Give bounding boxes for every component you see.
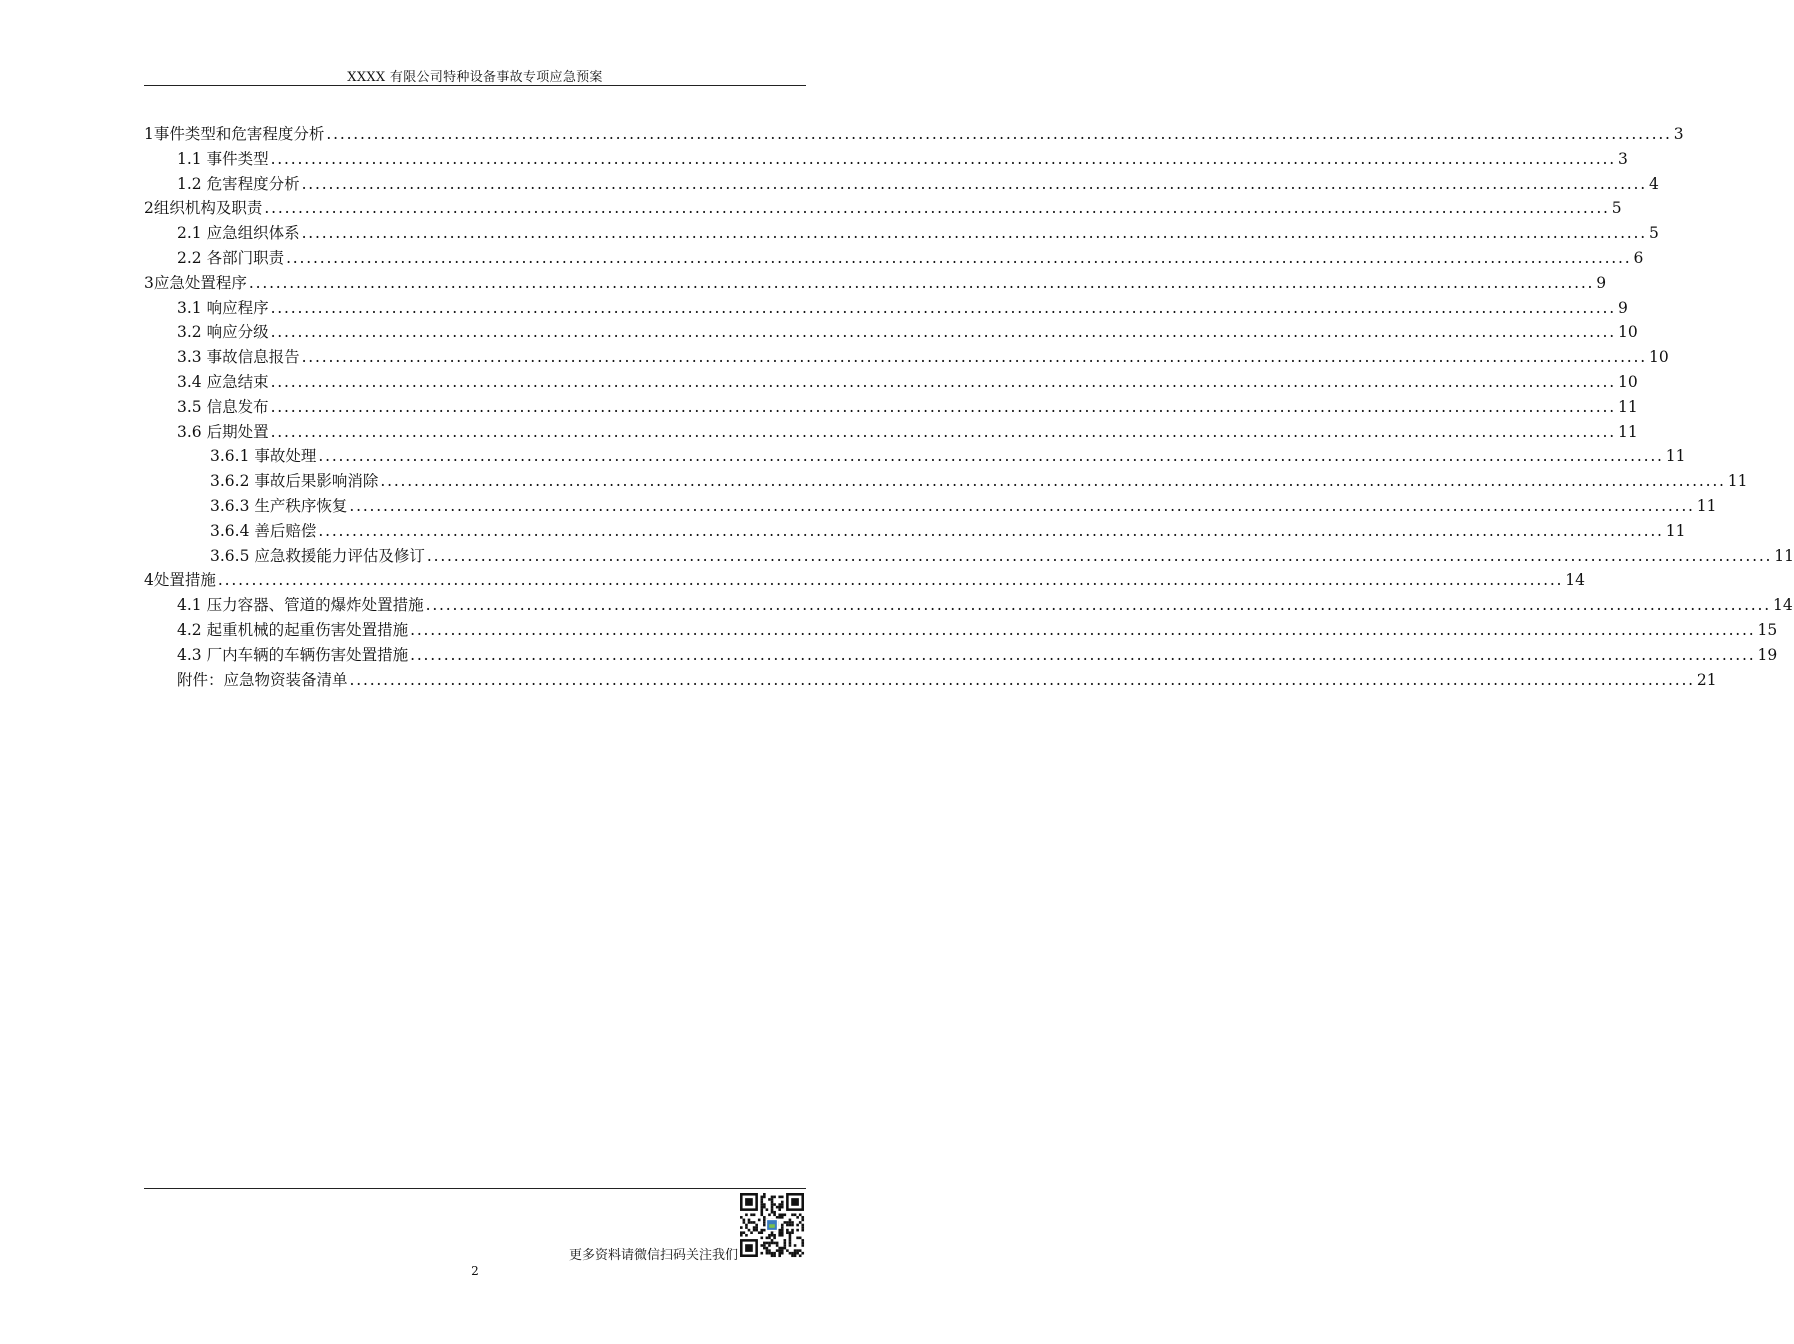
toc-entry-page: 5 xyxy=(1648,224,1659,243)
toc-entry[interactable] xyxy=(144,593,1793,618)
toc-entry[interactable] xyxy=(144,420,1638,445)
toc-leader-dots: ........................................................................................................................................................................................................ xyxy=(270,422,1616,441)
toc-leader-dots: ........................................................................................................................................................................................................ xyxy=(318,447,1664,466)
toc-entry-title: 3.4 应急结束 xyxy=(177,372,269,391)
qr-code-icon xyxy=(740,1193,804,1257)
toc-entry-page: 10 xyxy=(1648,348,1669,367)
toc-leader-dots: ........................................................................................................................................................................................................ xyxy=(270,323,1616,342)
toc-entry-page: 9 xyxy=(1617,298,1628,317)
toc-entry-title: 3.6.5 应急救援能力评估及修订 xyxy=(210,546,425,565)
toc-entry-title: 2.1 应急组织体系 xyxy=(177,224,300,243)
toc-entry-page: 10 xyxy=(1617,372,1638,391)
toc-entry-page: 4 xyxy=(1648,174,1659,193)
header-title: XXXX 有限公司特种设备事故专项应急预案 xyxy=(347,70,603,85)
toc-entry-page: 11 xyxy=(1617,397,1638,416)
toc-leader-dots: ........................................................................................................................................................................................................ xyxy=(410,620,1756,639)
toc-leader-dots: ........................................................................................................................................................................................................ xyxy=(270,298,1616,317)
toc-entry[interactable] xyxy=(144,345,1669,370)
toc-leader-dots: ........................................................................................................................................................................................................ xyxy=(349,670,1695,689)
toc-leader-dots: ........................................................................................................................................................................................................ xyxy=(410,645,1756,664)
toc-entry[interactable] xyxy=(144,618,1778,643)
footer-divider xyxy=(144,1188,806,1189)
toc-entry-title: 2.2 各部门职责 xyxy=(177,248,285,267)
toc-leader-dots: ........................................................................................................................................................................................................ xyxy=(425,596,1771,615)
toc-leader-dots: ........................................................................................................................................................................................................ xyxy=(248,273,1595,292)
toc-entry-title: 处置措施 xyxy=(153,571,216,590)
toc-entry-page: 11 xyxy=(1617,422,1638,441)
toc-leader-dots: ........................................................................................................................................................................................................ xyxy=(270,397,1616,416)
toc-entry-page: 9 xyxy=(1596,273,1607,292)
toc-entry-title: 3.1 响应程序 xyxy=(177,298,269,317)
toc-entry-page: 11 xyxy=(1774,546,1794,565)
toc-entry-page: 11 xyxy=(1696,496,1717,515)
toc-entry[interactable] xyxy=(144,544,1794,569)
toc-entry[interactable] xyxy=(144,221,1659,246)
toc-entry-page: 14 xyxy=(1565,571,1586,590)
toc-entry-page: 19 xyxy=(1757,645,1778,664)
toc-entry-number: 2 xyxy=(144,199,154,218)
toc-entry-title: 3.5 信息发布 xyxy=(177,397,269,416)
toc-leader-dots: ........................................................................................................................................................................................................ xyxy=(270,372,1616,391)
toc-entry-page: 3 xyxy=(1673,125,1684,143)
toc-leader-dots: ........................................................................................................................................................................................................ xyxy=(426,546,1773,565)
toc-entry-number: 4 xyxy=(144,571,154,590)
toc-entry-page: 11 xyxy=(1727,472,1748,491)
toc-entry-title: 4.2 起重机械的起重伤害处置措施 xyxy=(177,620,409,639)
toc-entry-title: 附件：应急物资装备清单 xyxy=(177,670,348,689)
toc-leader-dots: ........................................................................................................................................................................................................ xyxy=(301,348,1647,367)
toc-entry-title: 3.6 后期处置 xyxy=(177,422,269,441)
toc-entry-title: 3.6.3 生产秩序恢复 xyxy=(210,496,348,515)
toc-entry[interactable] xyxy=(144,395,1638,420)
toc-entry[interactable] xyxy=(144,643,1778,668)
toc-entry-title: 4.1 压力容器、管道的爆炸处置措施 xyxy=(177,596,424,615)
toc-entry-page: 11 xyxy=(1665,521,1686,540)
toc-leader-dots: ........................................................................................................................................................................................................ xyxy=(301,174,1647,193)
footer-note: 更多资料请微信扫码关注我们 xyxy=(568,1248,738,1263)
toc-entry[interactable] xyxy=(144,519,1686,544)
toc-entry-title: 应急处置程序 xyxy=(153,273,247,292)
toc-entry-title: 3.6.4 善后赔偿 xyxy=(210,521,317,540)
toc-leader-dots: ........................................................................................................................................................................................................ xyxy=(380,472,1726,491)
toc-entry-page: 10 xyxy=(1617,323,1638,342)
toc-entry[interactable] xyxy=(144,196,1622,221)
toc-entry[interactable] xyxy=(144,494,1717,519)
toc-leader-dots: ........................................................................................................................................................................................................ xyxy=(318,521,1664,540)
toc-leader-dots: ........................................................................................................................................................................................................ xyxy=(326,125,1672,143)
toc-entry[interactable] xyxy=(144,246,1644,271)
toc-leader-dots: ........................................................................................................................................................................................................ xyxy=(270,149,1616,168)
toc-entry[interactable] xyxy=(144,370,1638,395)
toc-entry[interactable] xyxy=(144,320,1638,345)
toc-leader-dots: ........................................................................................................................................................................................................ xyxy=(349,496,1695,515)
toc-entry-number: 1 xyxy=(144,125,154,143)
toc-entry[interactable] xyxy=(144,147,1628,172)
toc-entry-page: 11 xyxy=(1665,447,1686,466)
toc-entry-title: 事件类型和危害程度分析 xyxy=(153,125,325,143)
toc-entry-title: 1.2 危害程度分析 xyxy=(177,174,300,193)
toc-entry-title: 组织机构及职责 xyxy=(153,199,263,218)
toc-entry[interactable] xyxy=(144,296,1628,321)
toc-entry-title: 3.6.1 事故处理 xyxy=(210,447,317,466)
toc-entry[interactable] xyxy=(144,469,1748,494)
toc-entry-title: 3.6.2 事故后果影响消除 xyxy=(210,472,379,491)
toc-entry-title: 3.3 事故信息报告 xyxy=(177,348,300,367)
toc-entry-page: 15 xyxy=(1757,620,1778,639)
toc-leader-dots: ........................................................................................................................................................................................................ xyxy=(286,248,1632,267)
toc-entry-title: 4.3 厂内车辆的车辆伤害处置措施 xyxy=(177,645,409,664)
toc-entry[interactable] xyxy=(144,444,1686,469)
toc-entry-number: 3 xyxy=(144,273,154,292)
toc-entry-page: 3 xyxy=(1617,149,1628,168)
toc-entry-page: 6 xyxy=(1633,248,1644,267)
toc-entry-title: 3.2 响应分级 xyxy=(177,323,269,342)
toc-entry[interactable] xyxy=(144,122,1684,147)
toc-leader-dots: ........................................................................................................................................................................................................ xyxy=(301,224,1647,243)
toc-entry[interactable] xyxy=(144,271,1607,296)
toc-entry[interactable] xyxy=(144,172,1659,197)
toc-entry-page: 14 xyxy=(1773,596,1793,615)
toc-leader-dots: ........................................................................................................................................................................................................ xyxy=(217,571,1564,590)
table-of-contents xyxy=(144,122,1794,692)
toc-entry[interactable] xyxy=(144,568,1586,593)
toc-entry[interactable] xyxy=(144,668,1717,693)
toc-entry-page: 21 xyxy=(1696,670,1717,689)
toc-leader-dots: ........................................................................................................................................................................................................ xyxy=(264,199,1610,218)
header-divider xyxy=(144,85,806,86)
toc-entry-title: 1.1 事件类型 xyxy=(177,149,269,168)
toc-entry-page: 5 xyxy=(1611,199,1622,218)
page-number: 2 xyxy=(471,1264,479,1278)
